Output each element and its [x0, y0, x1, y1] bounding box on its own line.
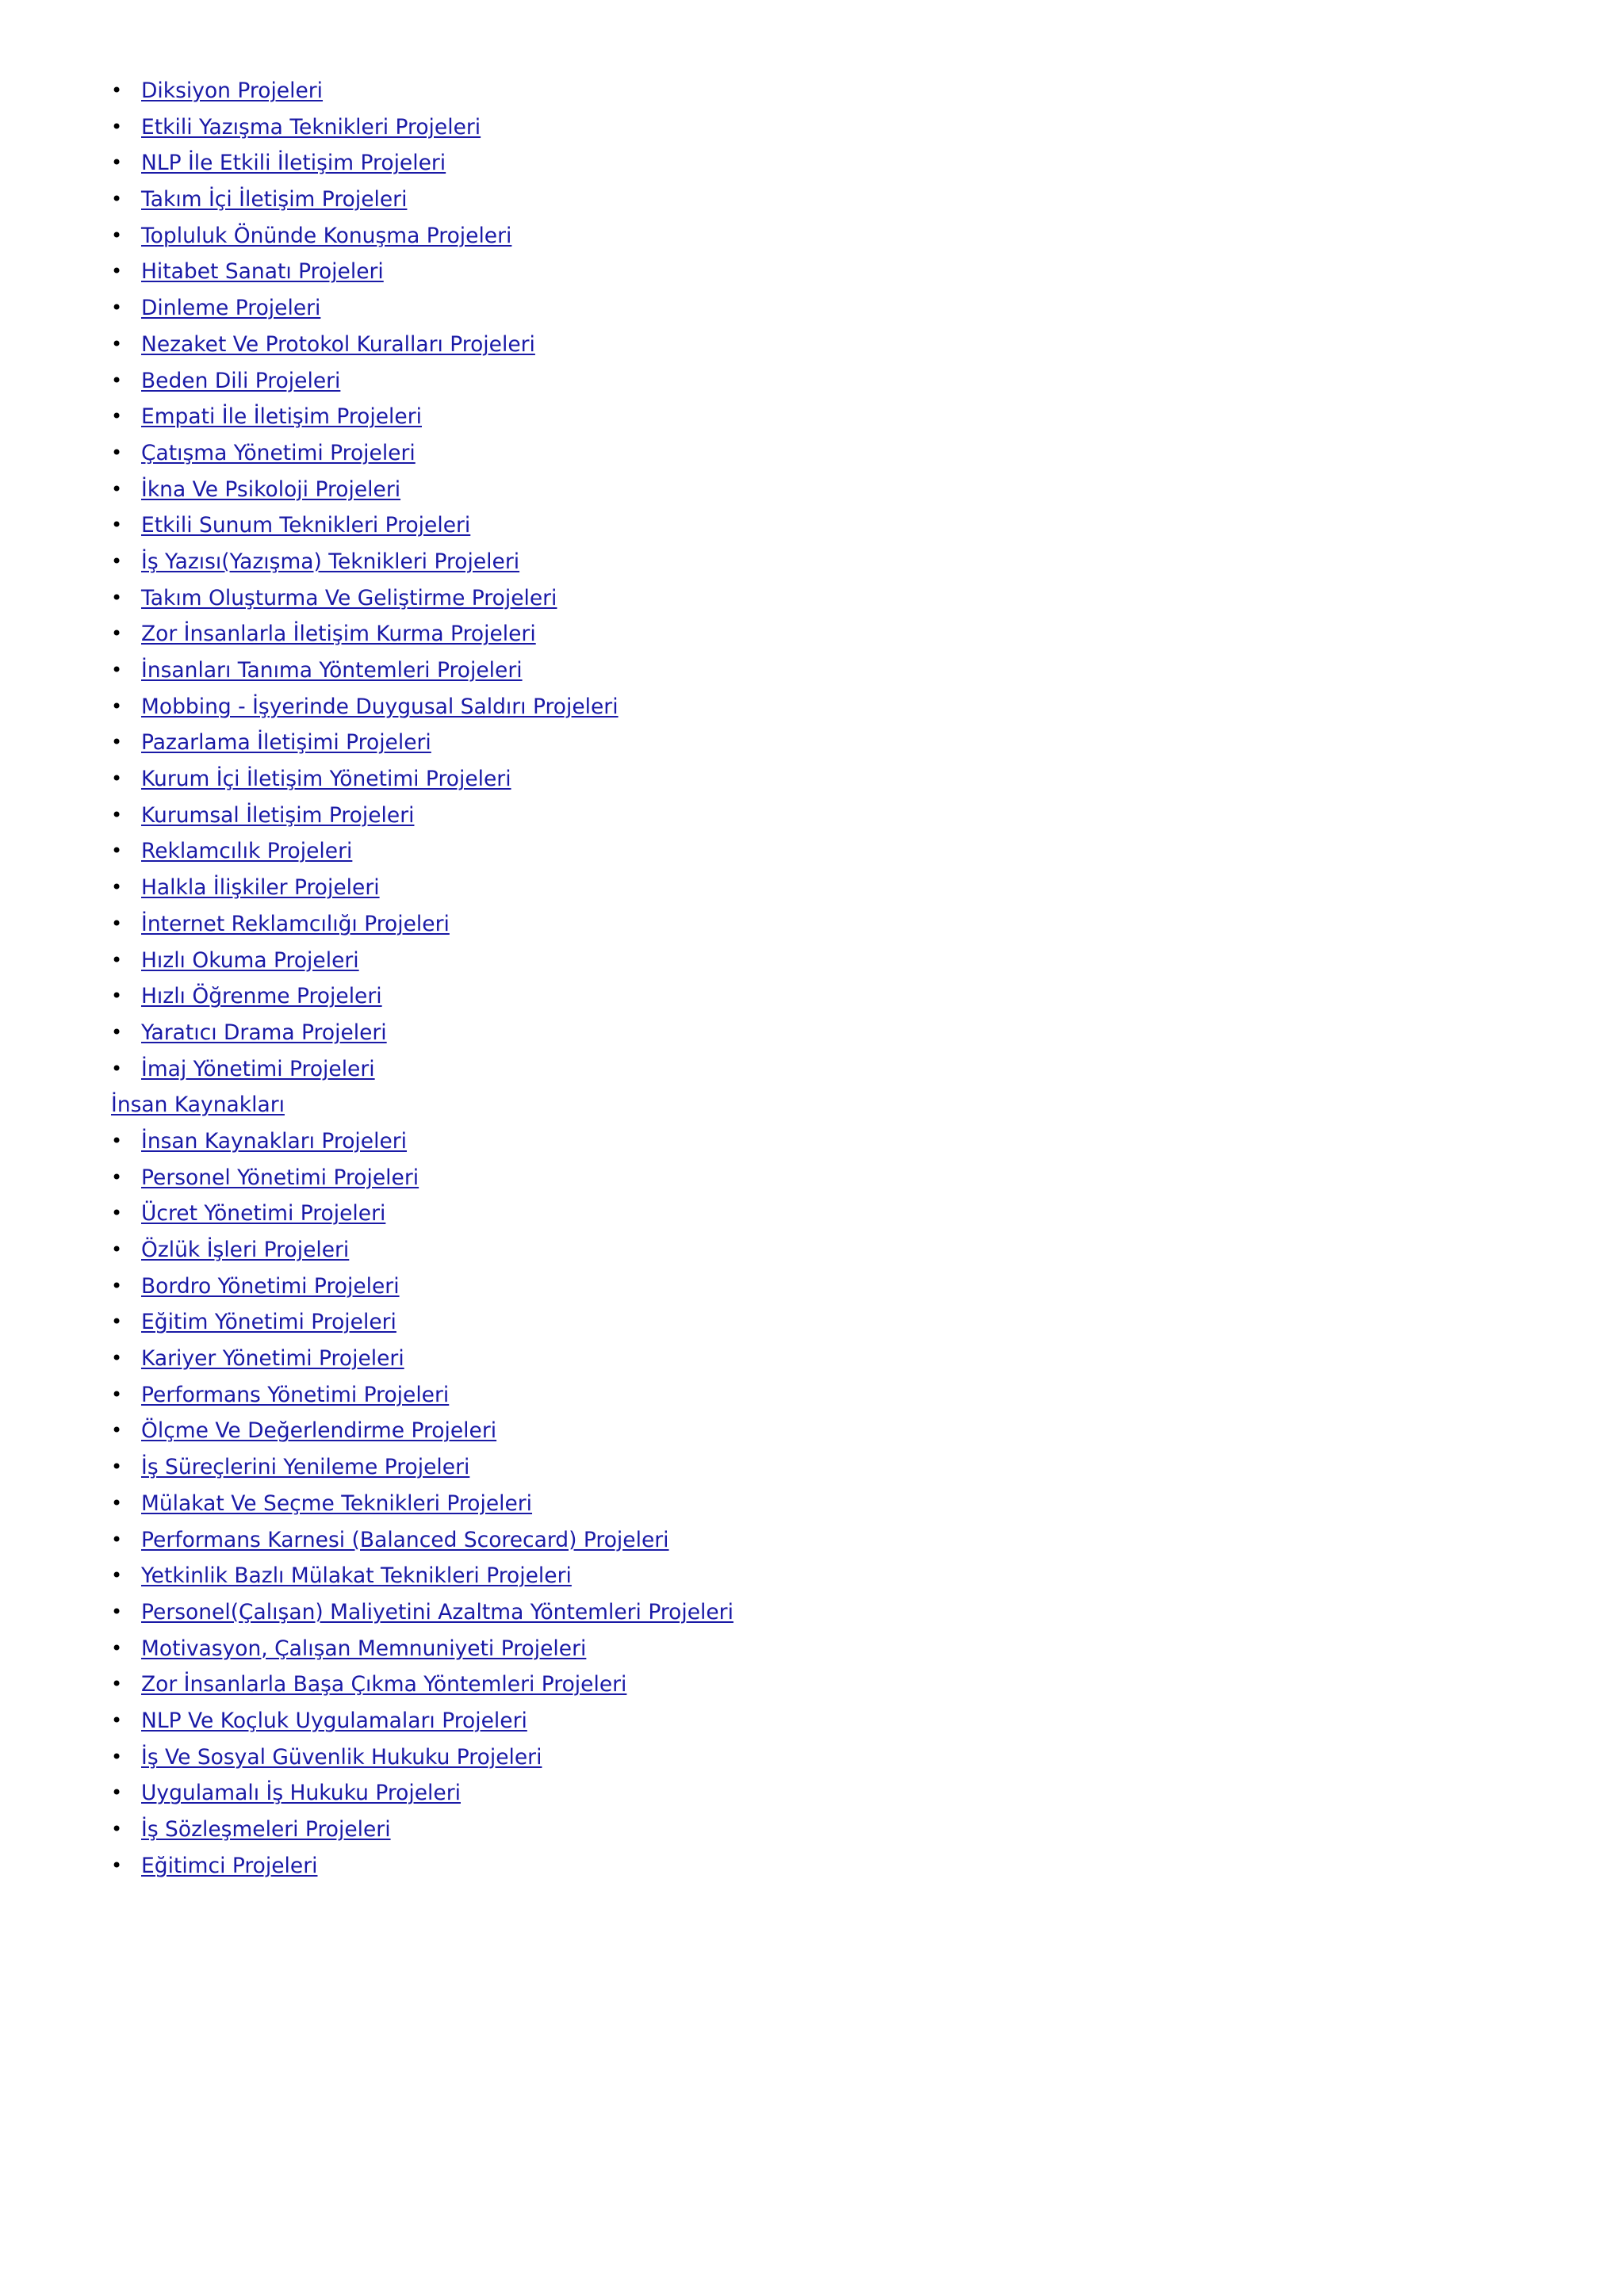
list-item: [111, 145, 733, 182]
project-link[interactable]: Zor İnsanlarla İletişim Kurma Projeleri: [141, 622, 536, 647]
list-item: [111, 1775, 733, 1812]
project-link[interactable]: İnternet Reklamcılığı Projeleri: [141, 911, 450, 936]
project-link[interactable]: Zor İnsanlarla Başa Çıkma Yöntemleri Projeleri: [141, 1672, 627, 1697]
bullet-icon: •: [111, 405, 123, 428]
project-link[interactable]: İş Ve Sosyal Güvenlik Hukuku Projeleri: [141, 1744, 542, 1770]
bullet-icon: •: [111, 79, 123, 101]
bullet-icon: •: [111, 948, 123, 971]
bullet-icon: •: [111, 1383, 123, 1406]
project-link[interactable]: Ücret Yönetimi Projeleri: [141, 1201, 386, 1226]
bullet-icon: •: [111, 876, 123, 899]
bullet-icon: •: [111, 1745, 123, 1768]
list-item: [111, 798, 733, 834]
bullet-icon: •: [111, 1274, 123, 1297]
project-link[interactable]: Performans Yönetimi Projeleri: [141, 1382, 450, 1407]
bullet-icon: •: [111, 477, 123, 500]
project-link[interactable]: Kurum İçi İletişim Yönetimi Projeleri: [141, 767, 511, 792]
list-item: [111, 1667, 733, 1703]
list-item: [111, 1232, 733, 1269]
project-link[interactable]: Yetkinlik Bazlı Mülakat Teknikleri Projeleri: [141, 1563, 572, 1589]
list-item: [111, 109, 733, 146]
bullet-icon: •: [111, 297, 123, 320]
list-item: [111, 1196, 733, 1232]
bullet-icon: •: [111, 1854, 123, 1877]
list-item: [111, 1812, 733, 1848]
list-item: [111, 254, 733, 290]
bullet-icon: •: [111, 1419, 123, 1442]
bullet-icon: •: [111, 767, 123, 790]
project-link[interactable]: Personel(Çalışan) Maliyetini Azaltma Yöntemleri Projeleri: [141, 1599, 733, 1624]
list-item: [111, 580, 733, 617]
project-link[interactable]: Bordro Yönetimi Projeleri: [141, 1273, 400, 1299]
project-link[interactable]: Eğitim Yönetimi Projeleri: [141, 1310, 396, 1335]
bullet-icon: •: [111, 1456, 123, 1479]
project-link[interactable]: Mülakat Ve Seçme Teknikleri Projeleri: [141, 1490, 533, 1516]
project-link[interactable]: Kurumsal İletişim Projeleri: [141, 802, 415, 828]
bullet-icon: •: [111, 1129, 123, 1152]
project-link[interactable]: Hızlı Öğrenme Projeleri: [141, 984, 382, 1009]
list-item: [111, 507, 733, 544]
project-link[interactable]: İnsan Kaynakları Projeleri: [141, 1128, 408, 1154]
bullet-icon: •: [111, 1165, 123, 1188]
bullet-icon: •: [111, 731, 123, 754]
project-link-list: [111, 73, 733, 1884]
bullet-icon: •: [111, 1528, 123, 1551]
bullet-icon: •: [111, 912, 123, 935]
list-item: [111, 1160, 733, 1196]
bullet-icon: •: [111, 1673, 123, 1696]
list-item: [111, 218, 733, 254]
project-link[interactable]: Etkili Yazışma Teknikleri Projeleri: [141, 114, 481, 140]
project-link[interactable]: Motivasyon, Çalışan Memnuniyeti Projeleri: [141, 1636, 587, 1661]
list-item: [111, 1123, 733, 1160]
list-item: [111, 978, 733, 1015]
project-link[interactable]: Etkili Sunum Teknikleri Projeleri: [141, 513, 471, 538]
bullet-icon: •: [111, 1818, 123, 1840]
project-link[interactable]: Dinleme Projeleri: [141, 296, 321, 321]
bullet-icon: •: [111, 1636, 123, 1659]
bullet-icon: •: [111, 1020, 123, 1043]
project-link[interactable]: İş Süreçlerini Yenileme Projeleri: [141, 1455, 470, 1480]
list-item: [111, 1051, 733, 1088]
list-item: [111, 290, 733, 327]
list-item: [111, 906, 733, 943]
list-item: [111, 1631, 733, 1667]
bullet-icon: •: [111, 1564, 123, 1587]
project-link[interactable]: Diksiyon Projeleri: [141, 78, 324, 103]
project-link[interactable]: NLP İle Etkili İletişim Projeleri: [141, 151, 446, 176]
bullet-icon: •: [111, 224, 123, 247]
project-link[interactable]: Halkla İlişkiler Projeleri: [141, 875, 380, 901]
bullet-icon: •: [111, 1238, 123, 1261]
list-item: [111, 363, 733, 400]
project-link[interactable]: Özlük İşleri Projeleri: [141, 1238, 350, 1262]
bullet-icon: •: [111, 549, 123, 572]
list-item: [111, 327, 733, 363]
list-item: [111, 73, 733, 109]
project-link[interactable]: Hitabet Sanatı Projeleri: [141, 259, 384, 285]
bullet-icon: •: [111, 1057, 123, 1080]
category-heading-row: [111, 1087, 733, 1123]
list-item: [111, 943, 733, 979]
bullet-icon: •: [111, 695, 123, 718]
project-link[interactable]: Ölçme Ve Değerlendirme Projeleri: [141, 1418, 497, 1444]
project-link[interactable]: Uygulamalı İş Hukuku Projeleri: [141, 1781, 461, 1806]
project-link[interactable]: Beden Dili Projeleri: [141, 368, 341, 393]
project-link[interactable]: Takım Oluşturma Ve Geliştirme Projeleri: [141, 585, 557, 610]
list-item: [111, 544, 733, 580]
project-link[interactable]: Nezaket Ve Protokol Kuralları Projeleri: [141, 331, 535, 357]
list-item: [111, 1377, 733, 1414]
list-item: [111, 1522, 733, 1559]
list-item: [111, 652, 733, 689]
bullet-icon: •: [111, 659, 123, 681]
project-link[interactable]: Kariyer Yönetimi Projeleri: [141, 1346, 404, 1372]
list-item: [111, 399, 733, 435]
list-item: [111, 1015, 733, 1051]
bullet-icon: •: [111, 803, 123, 826]
bullet-icon: •: [111, 514, 123, 537]
project-link[interactable]: NLP Ve Koçluk Uygulamaları Projeleri: [141, 1708, 527, 1733]
bullet-icon: •: [111, 1709, 123, 1732]
list-item: [111, 1594, 733, 1631]
list-item: [111, 761, 733, 798]
list-item: [111, 1848, 733, 1885]
bullet-icon: •: [111, 586, 123, 609]
project-link[interactable]: İmaj Yönetimi Projeleri: [141, 1056, 375, 1081]
bullet-icon: •: [111, 840, 123, 863]
list-item: [111, 1739, 733, 1776]
list-item: [111, 616, 733, 652]
list-item: [111, 1558, 733, 1594]
list-item: [111, 1341, 733, 1377]
project-link[interactable]: Takım İçi İletişim Projeleri: [141, 187, 408, 212]
project-link[interactable]: Pazarlama İletişimi Projeleri: [141, 730, 431, 756]
bullet-icon: •: [111, 1600, 123, 1623]
bullet-icon: •: [111, 622, 123, 645]
project-link[interactable]: İş Sözleşmeleri Projeleri: [141, 1817, 391, 1842]
project-link[interactable]: Mobbing - İşyerinde Duygusal Saldırı Projeleri: [141, 694, 619, 719]
bullet-icon: •: [111, 115, 123, 138]
list-item: [111, 1413, 733, 1449]
project-link[interactable]: Topluluk Önünde Konuşma Projeleri: [141, 223, 512, 248]
category-heading-link[interactable]: İnsan Kaynakları: [111, 1093, 285, 1118]
list-item: [111, 1449, 733, 1486]
project-link[interactable]: Personel Yönetimi Projeleri: [141, 1165, 419, 1190]
bullet-icon: •: [111, 985, 123, 1008]
bullet-icon: •: [111, 1491, 123, 1514]
bullet-icon: •: [111, 1202, 123, 1225]
bullet-icon: •: [111, 332, 123, 355]
project-link[interactable]: Empati İle İletişim Projeleri: [141, 404, 422, 430]
project-link[interactable]: Çatışma Yönetimi Projeleri: [141, 440, 416, 465]
project-link[interactable]: İnsanları Tanıma Yöntemleri Projeleri: [141, 658, 523, 683]
list-item: [111, 725, 733, 761]
project-link[interactable]: Reklamcılık Projeleri: [141, 839, 353, 864]
list-item: [111, 182, 733, 218]
list-item: [111, 1486, 733, 1522]
bullet-icon: •: [111, 369, 123, 392]
bullet-icon: •: [111, 188, 123, 211]
bullet-icon: •: [111, 1347, 123, 1370]
list-item: [111, 833, 733, 870]
list-item: [111, 689, 733, 725]
project-link[interactable]: Performans Karnesi (Balanced Scorecard) Projeleri: [141, 1527, 669, 1552]
list-item: [111, 1304, 733, 1341]
bullet-icon: •: [111, 260, 123, 283]
bullet-icon: •: [111, 441, 123, 464]
list-item: [111, 1703, 733, 1739]
project-link[interactable]: Yaratıcı Drama Projeleri: [141, 1020, 387, 1045]
project-link[interactable]: İkna Ve Psikoloji Projeleri: [141, 476, 401, 502]
project-link[interactable]: İş Yazısı(Yazışma) Teknikleri Projeleri: [141, 549, 520, 574]
project-link[interactable]: Eğitimci Projeleri: [141, 1853, 318, 1878]
list-item: [111, 1269, 733, 1305]
list-item: [111, 472, 733, 508]
bullet-icon: •: [111, 1781, 123, 1804]
list-item: [111, 435, 733, 472]
project-link[interactable]: Hızlı Okuma Projeleri: [141, 947, 359, 973]
list-item: [111, 870, 733, 906]
bullet-icon: •: [111, 1311, 123, 1334]
bullet-icon: •: [111, 151, 123, 174]
